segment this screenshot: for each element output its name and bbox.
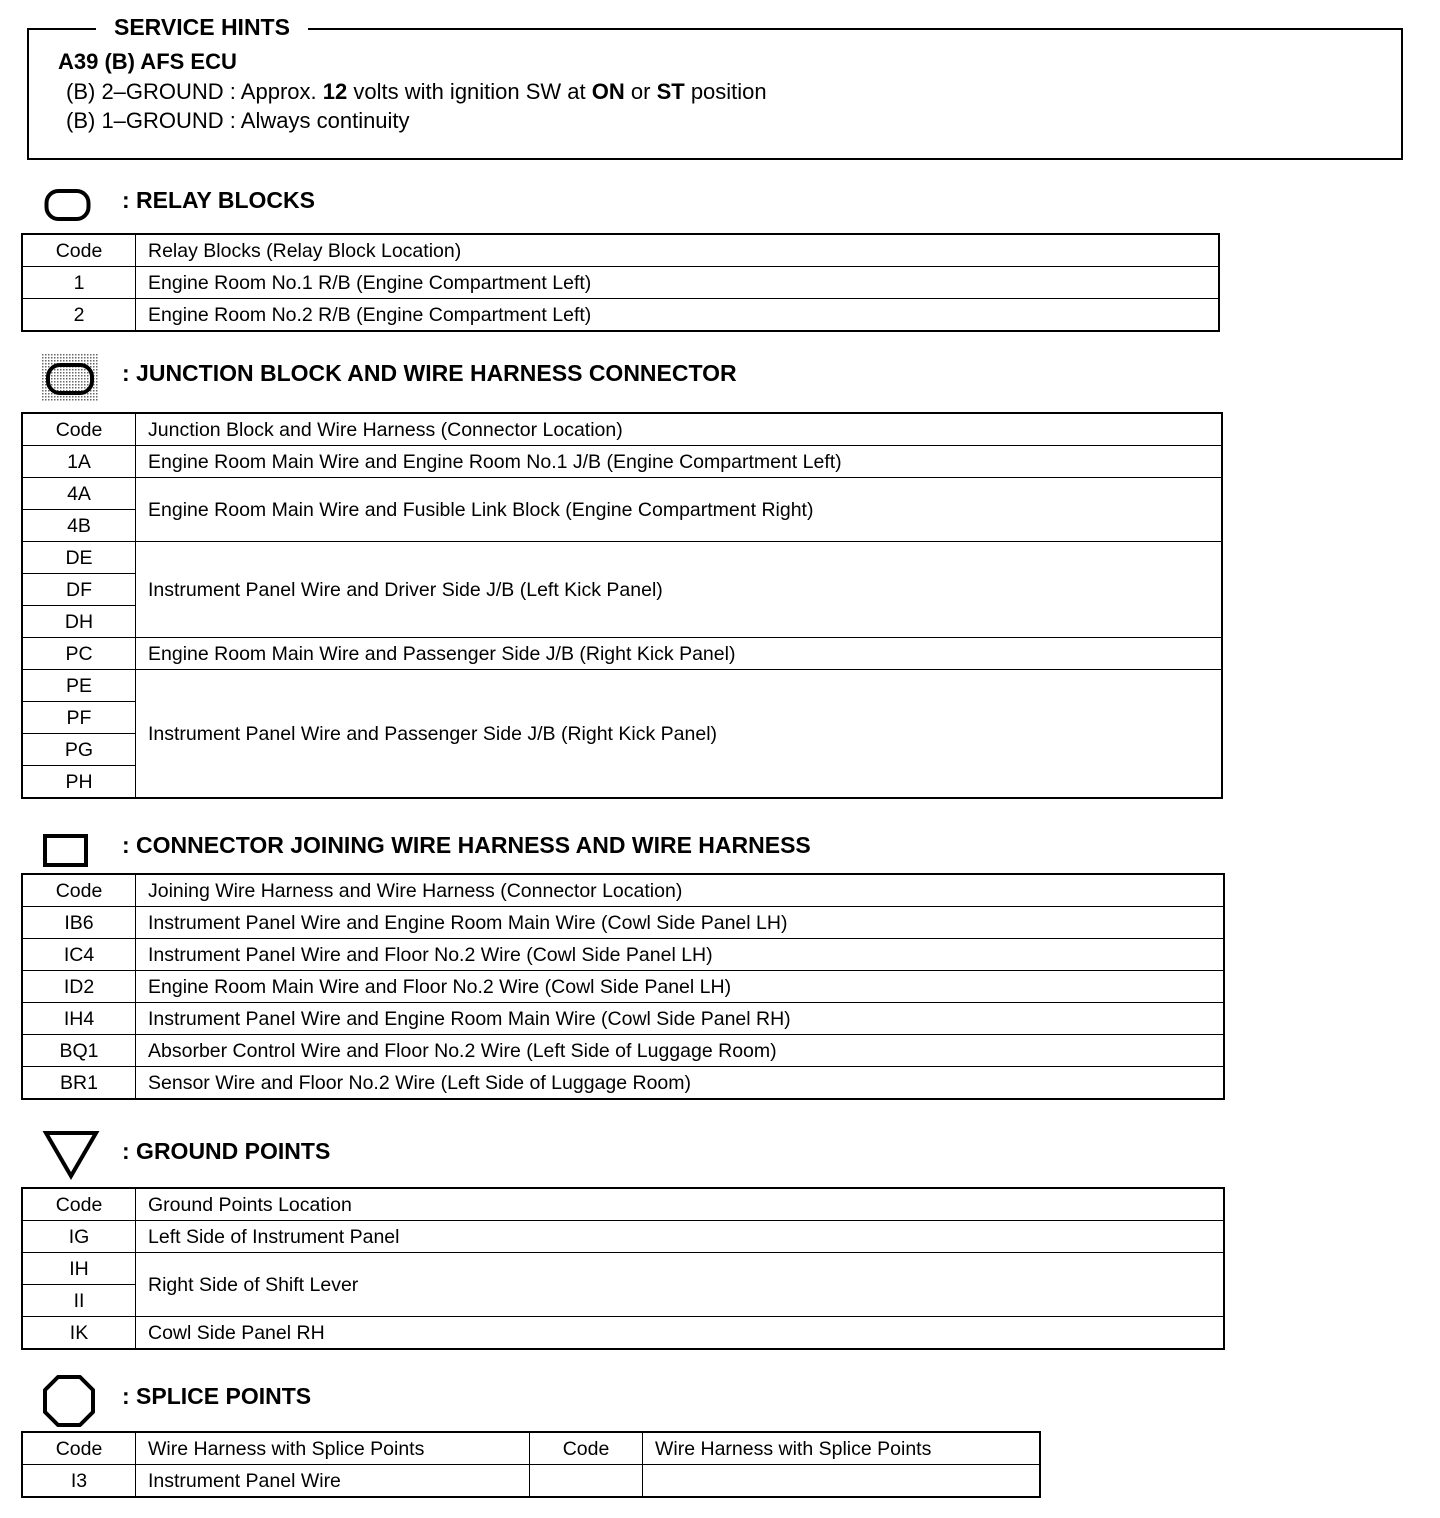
connector-icon xyxy=(42,833,90,869)
relay-blocks-table xyxy=(22,234,1219,331)
header-code: Code xyxy=(23,1189,136,1221)
table-header-row xyxy=(23,1433,1040,1465)
table-row xyxy=(23,1221,1224,1253)
header-desc: Junction Block and Wire Harness (Connector Location) xyxy=(136,414,1222,446)
table-row xyxy=(23,1253,1224,1285)
connectors-table xyxy=(22,874,1224,1099)
desc-cell: Engine Room Main Wire and Engine Room No.1 J/B (Engine Compartment Left) xyxy=(136,446,1222,478)
code-cell: 2 xyxy=(23,299,136,331)
table-row xyxy=(23,638,1222,670)
table-row xyxy=(23,267,1219,299)
code-cell: PH xyxy=(23,766,136,798)
desc-cell-2 xyxy=(643,1465,1040,1497)
table-row xyxy=(23,478,1222,510)
header-code: Code xyxy=(23,1433,136,1465)
hint-line-1: (B) 2–GROUND : Approx. 12 volts with ignition SW at ON or ST position xyxy=(66,79,767,104)
junction-blocks-table xyxy=(22,413,1222,798)
table-row xyxy=(23,1067,1224,1099)
header-code: Code xyxy=(23,875,136,907)
header-desc-2: Wire Harness with Splice Points xyxy=(643,1433,1040,1465)
code-cell: DE xyxy=(23,542,136,574)
relay-block-icon xyxy=(44,188,92,224)
desc-cell: Engine Room No.2 R/B (Engine Compartment Left) xyxy=(136,299,1219,331)
desc-cell: Sensor Wire and Floor No.2 Wire (Left Side of Luggage Room) xyxy=(136,1067,1224,1099)
desc-cell: Engine Room Main Wire and Fusible Link Block (Engine Compartment Right) xyxy=(136,478,1222,542)
code-cell: PG xyxy=(23,734,136,766)
header-desc: Wire Harness with Splice Points xyxy=(136,1433,530,1465)
code-cell: DF xyxy=(23,574,136,606)
hint-component: A39 (B) AFS ECU xyxy=(58,49,237,74)
table-row xyxy=(23,907,1224,939)
service-hints-title: SERVICE HINTS xyxy=(96,12,308,42)
splice-points-title: : SPLICE POINTS xyxy=(122,1383,312,1409)
splice-points-table xyxy=(22,1432,1040,1497)
table-row xyxy=(23,1035,1224,1067)
desc-cell: Engine Room No.1 R/B (Engine Compartment Left) xyxy=(136,267,1219,299)
desc-cell: Instrument Panel Wire and Passenger Side J/B (Right Kick Panel) xyxy=(136,670,1222,798)
header-code: Code xyxy=(23,414,136,446)
code-cell: I3 xyxy=(23,1465,136,1497)
code-cell-2 xyxy=(530,1465,643,1497)
code-cell: IC4 xyxy=(23,939,136,971)
code-cell: IH4 xyxy=(23,1003,136,1035)
code-cell: IB6 xyxy=(23,907,136,939)
junction-block-icon xyxy=(42,354,98,402)
code-cell: ID2 xyxy=(23,971,136,1003)
table-header-row xyxy=(23,1189,1224,1221)
relay-blocks-title: : RELAY BLOCKS xyxy=(122,187,315,213)
connectors-title: : CONNECTOR JOINING WIRE HARNESS AND WIRE HARNESS xyxy=(122,832,811,858)
table-header-row xyxy=(23,875,1224,907)
desc-cell: Instrument Panel Wire xyxy=(136,1465,530,1497)
header-desc: Relay Blocks (Relay Block Location) xyxy=(136,235,1219,267)
desc-cell: Instrument Panel Wire and Engine Room Main Wire (Cowl Side Panel RH) xyxy=(136,1003,1224,1035)
splice-point-icon xyxy=(42,1374,96,1428)
hint-line-2: (B) 1–GROUND : Always continuity xyxy=(66,108,410,133)
code-cell: BR1 xyxy=(23,1067,136,1099)
header-desc: Joining Wire Harness and Wire Harness (Connector Location) xyxy=(136,875,1224,907)
header-desc: Ground Points Location xyxy=(136,1189,1224,1221)
code-cell: PE xyxy=(23,670,136,702)
code-cell: IG xyxy=(23,1221,136,1253)
desc-cell: Right Side of Shift Lever xyxy=(136,1253,1224,1317)
table-header-row xyxy=(23,235,1219,267)
table-row xyxy=(23,670,1222,702)
code-cell: II xyxy=(23,1285,136,1317)
ground-points-title: : GROUND POINTS xyxy=(122,1138,331,1164)
junction-blocks-title: : JUNCTION BLOCK AND WIRE HARNESS CONNECTOR xyxy=(122,360,737,386)
table-row xyxy=(23,542,1222,574)
code-cell: BQ1 xyxy=(23,1035,136,1067)
code-cell: IH xyxy=(23,1253,136,1285)
table-row xyxy=(23,1465,1040,1497)
code-cell: 1 xyxy=(23,267,136,299)
code-cell: 4A xyxy=(23,478,136,510)
table-row xyxy=(23,446,1222,478)
ground-points-table xyxy=(22,1188,1224,1349)
code-cell: IK xyxy=(23,1317,136,1349)
desc-cell: Instrument Panel Wire and Engine Room Main Wire (Cowl Side Panel LH) xyxy=(136,907,1224,939)
table-row xyxy=(23,1003,1224,1035)
code-cell: DH xyxy=(23,606,136,638)
header-code-2: Code xyxy=(530,1433,643,1465)
desc-cell: Absorber Control Wire and Floor No.2 Wire (Left Side of Luggage Room) xyxy=(136,1035,1224,1067)
header-code: Code xyxy=(23,235,136,267)
code-cell: 1A xyxy=(23,446,136,478)
desc-cell: Cowl Side Panel RH xyxy=(136,1317,1224,1349)
table-header-row xyxy=(23,414,1222,446)
table-row xyxy=(23,1317,1224,1349)
desc-cell: Engine Room Main Wire and Floor No.2 Wire (Cowl Side Panel LH) xyxy=(136,971,1224,1003)
table-row xyxy=(23,939,1224,971)
ground-point-icon xyxy=(42,1130,100,1180)
desc-cell: Engine Room Main Wire and Passenger Side J/B (Right Kick Panel) xyxy=(136,638,1222,670)
code-cell: PC xyxy=(23,638,136,670)
desc-cell: Instrument Panel Wire and Driver Side J/B (Left Kick Panel) xyxy=(136,542,1222,638)
table-row xyxy=(23,971,1224,1003)
desc-cell: Instrument Panel Wire and Floor No.2 Wire (Cowl Side Panel LH) xyxy=(136,939,1224,971)
code-cell: PF xyxy=(23,702,136,734)
table-row xyxy=(23,299,1219,331)
desc-cell: Left Side of Instrument Panel xyxy=(136,1221,1224,1253)
code-cell: 4B xyxy=(23,510,136,542)
